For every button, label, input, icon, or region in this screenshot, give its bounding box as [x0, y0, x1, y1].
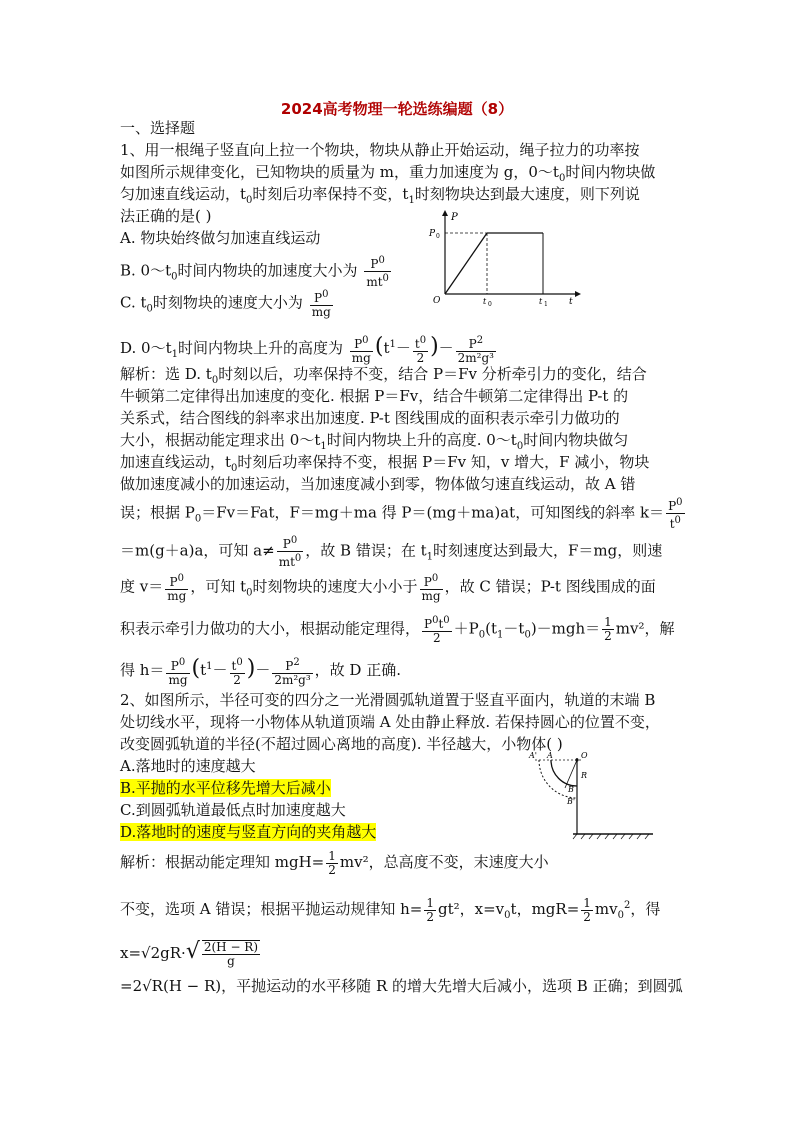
analysis-text: (t [485, 619, 498, 638]
analysis-text: x= [120, 944, 142, 962]
frac-den: 2 [422, 631, 452, 645]
sup-zero: 0 [674, 515, 681, 526]
frac-den: 2 [230, 673, 245, 687]
sup-zero: 0 [382, 273, 389, 284]
analysis-text: －t [503, 619, 525, 638]
sub-one: 1 [408, 195, 415, 206]
frac-num: t [414, 336, 420, 351]
paren-close: ) [246, 656, 256, 681]
fraction-p0-over-mt0 [277, 534, 304, 569]
analysis-text: mv²，解 [615, 619, 675, 638]
analysis-text: ，可知 t [190, 577, 247, 596]
analysis-text: 时刻物块的速度大小小于 [252, 577, 418, 596]
label-a: A [547, 751, 553, 760]
sup-zero: 0 [431, 573, 439, 584]
q1-stem-line-3-text: 匀加速直线运动，t [120, 185, 247, 203]
sub-zero: 0 [617, 910, 624, 921]
frac-num: P [170, 658, 179, 673]
analysis-text: ，故 D 正确. [314, 661, 401, 679]
fraction-t0-over-2 [413, 334, 428, 365]
label-b-prime: B' [567, 797, 576, 806]
frac-den: 2 [604, 629, 612, 643]
fraction-1-over-2 [581, 897, 593, 924]
q1-option-b-pre: B. 0～t [120, 261, 172, 280]
frac-den: mt [366, 275, 383, 289]
sub-zero: 0 [558, 173, 566, 184]
origin-label: O [433, 296, 441, 306]
q2-analysis-line-4 [120, 976, 683, 996]
sub-zero: 0 [246, 195, 253, 206]
radius-line [565, 760, 577, 788]
sup-zero: 0 [443, 615, 450, 626]
frac-num: P [370, 257, 379, 271]
analysis-text: ＝Fv＝Fat，F＝mg＋ma 得 P＝(mg＋ma)at，可知图线的斜率 k＝ [201, 503, 665, 522]
q1-stem-line-2-tail: 时间内物块做 [565, 163, 656, 181]
frac-num: P [468, 336, 477, 351]
analysis-text: 时刻速度达到最大，F＝mg，则速 [433, 541, 663, 560]
q2-analysis-line-1 [120, 842, 549, 882]
frac-num: 2(H − R) [203, 940, 259, 954]
frac-den: t [669, 517, 675, 531]
frac-den: 2 [583, 909, 591, 924]
analysis-text: ，平抛运动的水平移随 R 的增大先增大后减小，选项 B 正确；到圆弧 [221, 977, 683, 995]
frac-num: 1 [583, 895, 591, 910]
paren-open: ( [191, 656, 201, 681]
analysis-text: 度 v＝ [120, 577, 164, 596]
analysis-text: 大小，根据动能定理求出 0～t [120, 431, 321, 449]
sup-zero: 0 [236, 656, 243, 668]
q2-option-c: C.到圆弧轨道最低点时加速度越大 [120, 801, 346, 819]
q1-option-c [120, 288, 335, 323]
frac-num: 1 [604, 615, 612, 629]
frac-num: P [313, 291, 323, 305]
paren-close: ) [430, 334, 439, 359]
q1-option-d-mid: 时间内物块上升的高度为 [177, 339, 343, 357]
y-axis-label: P [451, 212, 458, 223]
sqrt-sign-icon: √ [185, 939, 200, 964]
q1-stem-line-4: 法正确的是( ) [120, 207, 212, 225]
frac-num-t: t [438, 617, 444, 631]
power-ramp-line [445, 233, 487, 294]
fraction-p2-over-2m2g3 [272, 656, 312, 687]
center-point [575, 758, 578, 761]
analysis-text: 加速直线运动，t [120, 453, 232, 471]
fraction-p0t0-over-2 [422, 614, 452, 645]
fraction-p0-over-mg [166, 656, 189, 687]
analysis-text: 时刻后功率保持不变，根据 P＝Fv 知，v 增大，F 减小，物块 [237, 453, 650, 471]
frac-den: 2m²g³ [274, 672, 311, 687]
fraction-p0-over-mg [350, 334, 373, 365]
frac-num: P [282, 537, 291, 551]
frac-den: mg [421, 589, 441, 603]
analysis-text: )－mgh＝ [530, 619, 601, 638]
t1-label-sub: 1 [544, 301, 548, 308]
sup-zero: 0 [178, 656, 186, 668]
paren-open: ( [374, 334, 384, 359]
analysis-text: gt²，x=v [438, 900, 505, 918]
q1-option-b-mid: 时间内物块的加速度大小为 [177, 261, 358, 280]
q2-stem-line-1: 2、如图所示，半径可变的四分之一光滑圆弧轨道置于竖直平面内，轨道的末端 B [120, 691, 656, 709]
label-a-prime: A' [529, 751, 537, 760]
q2-stem-line-3: 改变圆弧轨道的半径(不超过圆心离地的高度). 半径越大，小物体( ) [120, 735, 563, 753]
analysis-text: 时间内物块上升的高度. 0～t [326, 431, 517, 449]
frac-den: 2 [413, 351, 428, 365]
power-time-graph [425, 208, 585, 308]
sub-zero: 0 [231, 463, 238, 474]
label-o: O [581, 751, 588, 760]
sub-zero: 0 [211, 375, 219, 386]
sup-two: 2 [623, 900, 631, 911]
analysis-text: ＋P [453, 619, 479, 638]
sub-one: 1 [497, 629, 504, 641]
frac-den: mg [351, 350, 371, 365]
q1-option-d: D. $0\sim t_1$时间内物块上升的高度为 $\frac{P^0}{mg}$ ($t^1-$ $\frac{t^0}{2}$ )－ $\frac{P^2}{\text{2m²g³}}$ [120, 334, 494, 365]
arc-track-diagram [525, 748, 655, 840]
q1-option-c-pre: C. t [120, 293, 147, 312]
t0-label: t [483, 297, 487, 306]
q1-stem-line-2-text: 如图所示规律变化，已知物块的质量为 m，重力加速度为 g，0～t [120, 163, 559, 181]
fraction-p0-over-mg [165, 572, 188, 603]
sub-one: 1 [171, 349, 178, 360]
analysis-text: ，得 [630, 900, 661, 918]
frac-den: mg [168, 672, 188, 687]
t1-term: t [383, 339, 390, 357]
t0-label-sub: 0 [488, 301, 492, 308]
inner-arc [551, 760, 577, 786]
analysis-text: 积表示牵引力做功的大小，根据动能定理得， [120, 619, 421, 638]
analysis-text: mv²，总高度不变，末速度大小 [339, 853, 549, 871]
q1-analysis-line-3: 关系式，结合图线的斜率求出加速度. P-t 图线围成的面积表示牵引力做功的 [120, 409, 620, 427]
sup-zero: 0 [294, 553, 302, 564]
ground-hatching [573, 834, 649, 839]
sup-two: 2 [476, 334, 484, 346]
analysis-text: · [181, 944, 186, 962]
q1-stem-line-1: 1、用一根绳子竖直向上拉一个物块，物块从静止开始运动，绳子拉力的功率按 [120, 141, 640, 159]
sup-zero: 0 [419, 334, 427, 346]
p0-label: P [429, 229, 436, 239]
q1-option-c-mid: 时刻物块的速度大小为 [152, 293, 303, 312]
q1-option-b [120, 254, 393, 291]
t1-term: t [200, 661, 207, 679]
frac-den: 2 [426, 909, 435, 924]
frac-den: mg [167, 589, 187, 603]
q1-analysis-line-7 [120, 496, 687, 534]
frac-den: mg [311, 305, 331, 319]
sub-one: 1 [426, 551, 434, 563]
q1-stem-line-3-tail: 时刻物块达到最大速度，则下列说 [414, 185, 640, 203]
p0-label-sub: 0 [436, 233, 440, 240]
x-axis-label: t [569, 297, 573, 307]
frac-num: 1 [426, 895, 435, 910]
highlighted-answer-d: D.落地时的速度与竖直方向的夹角越大 [120, 823, 377, 841]
analysis-text: ，故 B 错误；在 t [305, 541, 427, 560]
sub-zero: 0 [504, 910, 511, 921]
fraction-p0-over-mg [310, 288, 333, 319]
fraction-p2-over-2m2g3 [456, 334, 496, 365]
analysis-text: 误；根据 P [120, 503, 195, 522]
sup-zero: 0 [322, 289, 329, 300]
sub-one: 1 [320, 441, 327, 452]
sub-zero: 0 [146, 303, 153, 315]
q1-analysis-line-11: 得 h＝ $\frac{P^0}{mg}$ ($t^1-$ $\frac{t^0}{2}$ )－ $\frac{P^2}{\text{2m²g³}}$ ，故 D 正确. [120, 656, 401, 687]
sup-two: 2 [293, 656, 300, 668]
sub-zero: 0 [524, 629, 531, 641]
q1-analysis-line-10 [120, 614, 675, 650]
frac-num: P [169, 575, 178, 589]
q2-option-a: A.落地时的速度越大 [120, 757, 256, 775]
frac-den: 2m²g³ [457, 350, 494, 365]
q1-option-d-pre: D. 0～t [120, 339, 172, 357]
fraction-1-over-2 [602, 616, 614, 643]
analysis-text: 时刻以后，功率保持不变，结合 P＝Fv 分析牵引力的变化，结合 [218, 365, 647, 383]
sup-one: 1 [206, 661, 213, 672]
sub-zero: 0 [246, 587, 253, 599]
analysis-text: 不变，选项 A 错误；根据平抛运动规律知 h= [120, 900, 423, 918]
highlighted-answer-b: B.平抛的水平位移先增大后减小 [120, 779, 331, 797]
sqrt-rhr: √R(H − R) [142, 977, 222, 995]
analysis-text: mv [594, 900, 618, 918]
label-b: B [568, 785, 574, 794]
t1-label: t [539, 297, 543, 306]
fraction-2hr-over-g [202, 940, 260, 968]
analysis-text: 时间内物块做匀 [523, 431, 629, 449]
sub-zero: 0 [478, 629, 486, 641]
document-title: 2024高考物理一轮选练编题（8） [280, 100, 514, 118]
q1-analysis-line-9 [120, 572, 656, 608]
sup-zero: 0 [290, 535, 298, 546]
fraction-p0-over-mg [420, 572, 443, 603]
sup-zero: 0 [177, 573, 184, 584]
q1-analysis-line-2: 牛顿第二定律得出加速度的变化. 根据 P＝Fv，结合牛顿第二定律得出 P-t 的 [120, 387, 629, 405]
sub-zero: 0 [171, 271, 178, 283]
frac-den: g [202, 954, 260, 968]
analysis-text: =2 [120, 977, 143, 995]
q1-stem-line-3-mid: 时刻后功率保持不变，t [252, 185, 409, 203]
frac-num: P [354, 336, 363, 351]
frac-num: t [231, 658, 237, 673]
sup-zero: 0 [676, 497, 683, 508]
fraction-p0-over-t0 [666, 496, 684, 531]
sup-zero: 0 [378, 255, 385, 266]
frac-num: P [424, 617, 433, 631]
sub-zero: 0 [516, 441, 524, 452]
label-r: R [581, 771, 588, 780]
frac-num: 1 [328, 848, 336, 863]
frac-num: P [423, 575, 432, 589]
q2-option-b [120, 778, 331, 798]
q2-option-d [120, 822, 376, 842]
x-axis-arrow-icon [575, 291, 581, 297]
frac-num: P [285, 658, 294, 673]
q1-analysis-line-6: 做加速度减小的加速运动，当加速度减小到零，物体做匀速直线运动，故 A 错 [120, 475, 636, 493]
frac-num: P [668, 499, 677, 513]
section-heading: 一、选择题 [120, 119, 196, 137]
analysis-text: 解析：根据动能定理知 mgH= [120, 853, 325, 871]
q1-option-a: A. 物块始终做匀加速直线运动 [120, 229, 321, 247]
frac-den: 2 [328, 862, 336, 877]
sup-one: 1 [389, 339, 396, 350]
fraction-p0-over-mt0 [364, 254, 391, 289]
analysis-text: 得 h＝ [120, 661, 165, 679]
sup-zero: 0 [362, 334, 369, 346]
analysis-text: ，故 C 错误；P-t 图线围成的面 [444, 577, 656, 596]
q1-analysis-line-8 [120, 534, 662, 572]
analysis-text: 解析：选 D. t [120, 365, 212, 383]
fraction-t0-over-2 [230, 656, 245, 687]
analysis-text: ＝m(g＋a)a，可知 a≠ [120, 541, 275, 560]
q2-stem-line-2: 处切线水平，现将一小物体从轨道顶端 A 处由静止释放. 若保持圆心的位置不变， [120, 713, 660, 731]
sqrt-2gr: √2gR [141, 944, 182, 962]
fraction-1-over-2 [424, 897, 436, 924]
frac-den: mt [278, 555, 295, 569]
sub-zero: 0 [194, 513, 202, 525]
analysis-text: t，mgR= [510, 900, 580, 918]
q2-analysis-line-3 [120, 930, 262, 975]
fraction-1-over-2 [326, 850, 338, 877]
q2-analysis-line-2 [120, 886, 660, 936]
y-axis-arrow-icon [442, 210, 448, 216]
sup-zero: 0 [432, 615, 439, 626]
